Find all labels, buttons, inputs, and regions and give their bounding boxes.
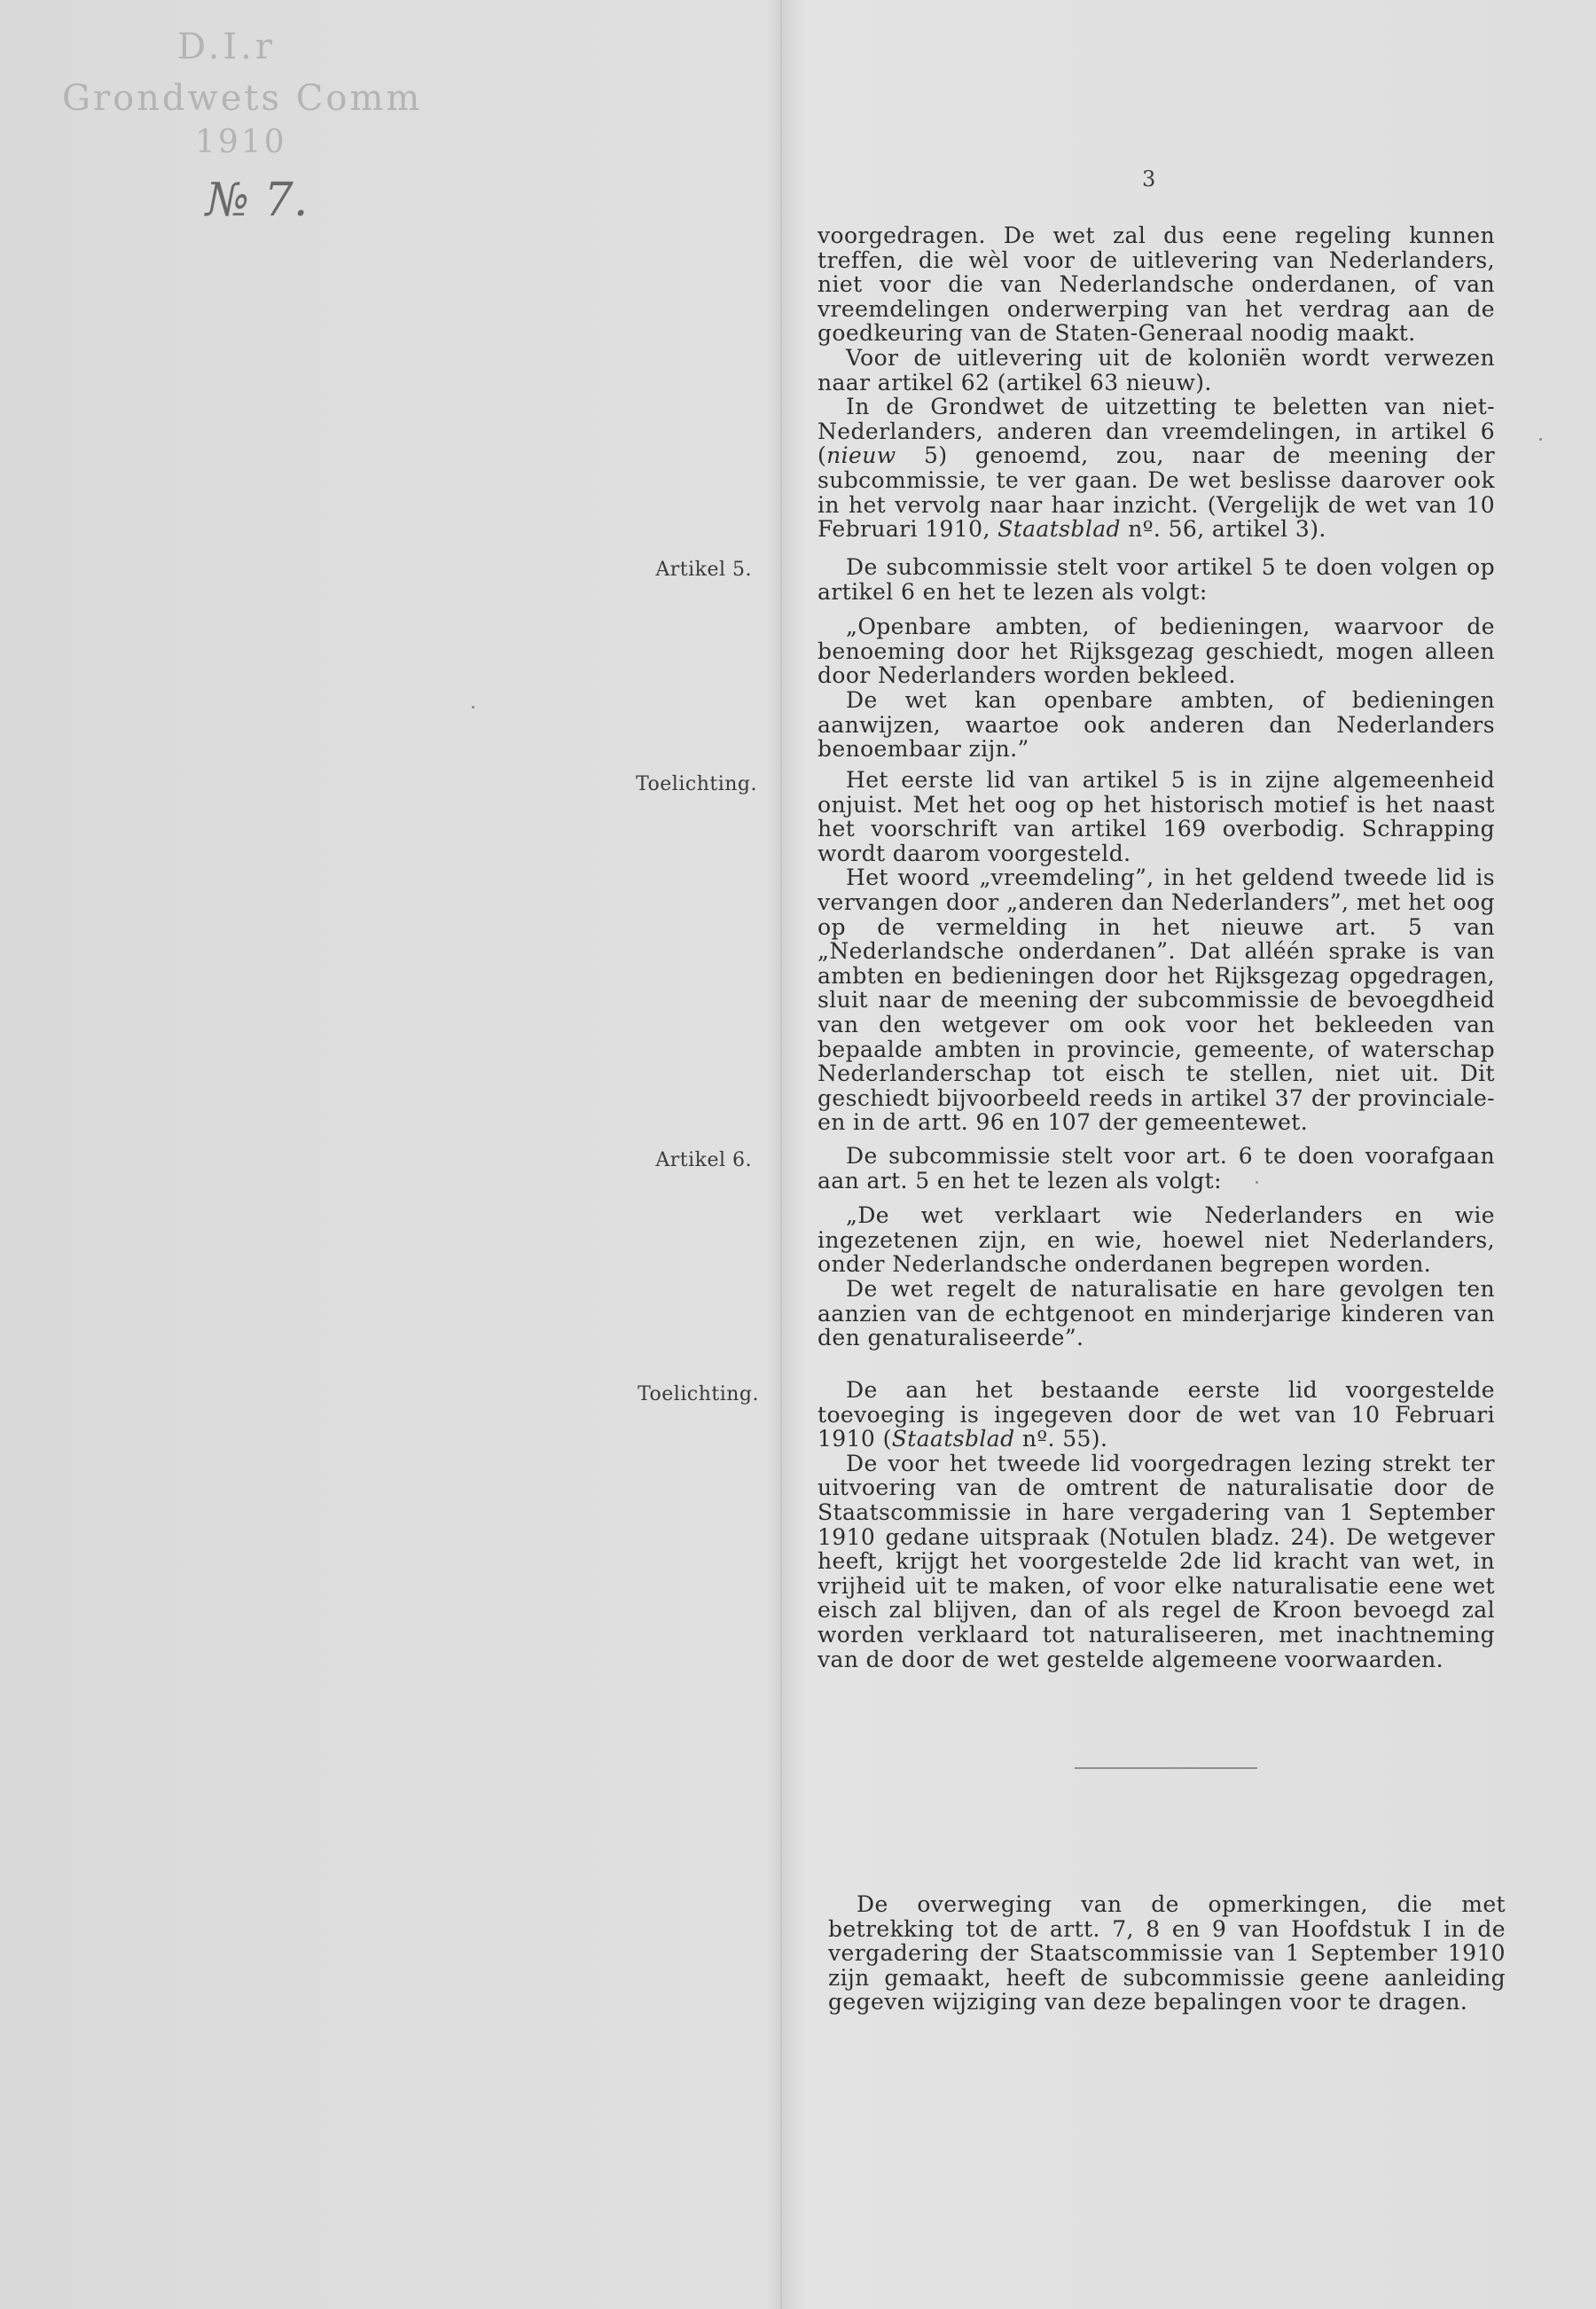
- paragraph: [818, 395, 1495, 542]
- section-divider: [1075, 1767, 1257, 1769]
- scan-speck: [1256, 1181, 1258, 1184]
- margin-label-toelichting: Toelichting.: [638, 1383, 759, 1405]
- stamp-line-3: 1910: [195, 124, 287, 160]
- closing-section: [828, 1892, 1506, 2015]
- paragraph: Voor de uitlevering uit de koloniën wordt verwezen naar artikel 62 (artikel 63 nieuw).: [818, 344, 1495, 395]
- stamp-line-2: Grondwets Comm: [62, 78, 423, 119]
- quote-paragraph: De wet kan openbare ambten, of bedieningen aanwijzen, waartoe ook anderen dan Nederlanders benoembaar zijn.”: [818, 686, 1495, 763]
- page-number: 3: [1142, 167, 1156, 192]
- text-run: nº. 55).: [1014, 1426, 1108, 1452]
- intro-section: [818, 223, 1495, 542]
- text-run: De aan het bestaande eerste lid voorgestelde toevoeging is ingegeven door de wet van 10 Februari 1910 (: [818, 1377, 1495, 1452]
- italic-run: nieuw: [826, 442, 896, 469]
- italic-run: Staatsblad: [891, 1426, 1015, 1452]
- quote-paragraph: De wet regelt de naturalisatie en hare gevolgen ten aanzien van de echtgenoot en minderjarige kinderen van den genaturaliseerde”.: [818, 1275, 1495, 1351]
- toelichting-1-section: [818, 768, 1495, 1135]
- paragraph: De subcommissie stelt voor artikel 5 te doen volgen op artikel 6 en het te lezen als volgt:: [818, 554, 1495, 605]
- page-fold: [780, 0, 782, 2309]
- scan-speck: [472, 706, 474, 708]
- paragraph: Het woord „vreemdeling”, in het geldend tweede lid is vervangen door „anderen dan Nederlanders”, met het oog op de vermelding in het nieuwe art. 5 van „Nederlandsche onderdanen”. Dat alléén sprake is van ambten en bedieningen door het Rijksgezag opgedragen, sluit naar de meening der subcommissie de bevoegdheid van den wetgever om ook voor het bekleeden van bepaalde ambten in provincie, gemeente, of waterschap Nederlanderschap tot eisch te stellen, niet uit. Dit geschiedt bijvoorbeeld reeds in artikel 37 der provinciale- en in de artt. 96 en 107 der gemeentewet.: [818, 865, 1495, 1136]
- quote-paragraph: „De wet verklaart wie Nederlanders en wie ingezetenen zijn, en wie, hoewel niet Nederlanders, onder Nederlandsche onderdanen begrepen worden.: [818, 1202, 1495, 1278]
- paragraph: De overweging van de opmerkingen, die met betrekking tot de artt. 7, 8 en 9 van Hoofdstuk I in de vergadering der Staatscommissie van 1 September 1910 zijn gemaakt, heeft de subcommissie geene aanleiding gegeven wijziging van deze bepalingen voor te dragen.: [828, 1891, 1506, 2015]
- margin-label-toelichting: Toelichting.: [636, 773, 757, 795]
- artikel-5-section: [818, 555, 1495, 762]
- artikel-6-section: [818, 1144, 1495, 1350]
- scan-speck: [1539, 438, 1542, 441]
- handwritten-number: № 7.: [206, 174, 309, 227]
- italic-run: Staatsblad: [998, 516, 1121, 543]
- paragraph: Het eerste lid van artikel 5 is in zijne algemeenheid onjuist. Met het oog op het historisch motief is het naast het voorschrift van artikel 169 overbodig. Schrapping wordt daarom voorgesteld.: [818, 767, 1495, 866]
- quote-paragraph: „Openbare ambten, of bedieningen, waarvoor de benoeming door het Rijksgezag geschiedt, mogen alleen door Nederlanders worden bekleed.: [818, 614, 1495, 689]
- toelichting-2-section: [818, 1378, 1495, 1671]
- paragraph: voorgedragen. De wet zal dus eene regeling kunnen treffen, die wèl voor de uitlevering van Nederlanders, niet voor die van Nederlandsche onderdanen, of van vreemdelingen onderwerping van het verdrag aan de goedkeuring van de Staten-Generaal noodig maakt.: [818, 223, 1495, 347]
- text-run: nº. 56, artikel 3).: [1120, 516, 1326, 543]
- text-run: 5) genoemd, zou, naar de meening der subcommissie, te ver gaan. De wet beslisse daarover ook in het vervolg naar haar inzicht. (Vergelijk de wet van 10 Februari 1910,: [818, 442, 1495, 543]
- stamp-line-1: D.I.r: [177, 27, 276, 67]
- paragraph: De voor het tweede lid voorgedragen lezing strekt ter uitvoering van de omtrent de naturalisatie door de Staatscommissie in hare vergadering van 1 September 1910 gedane uitspraak (Notulen bladz. 24). De wetgever heeft, krijgt het voorgestelde 2de lid kracht van wet, in vrijheid uit te maken, of voor elke naturalisatie eene wet eisch zal blijven, dan of als regel de Kroon bevoegd zal worden verklaard tot naturaliseeren, met inachtneming van de door de wet gestelde algemeene voorwaarden.: [818, 1450, 1495, 1672]
- archive-stamp: [53, 18, 426, 227]
- paragraph: [818, 1378, 1495, 1452]
- margin-label-artikel-5: Artikel 5.: [655, 559, 752, 581]
- margin-label-artikel-6: Artikel 6.: [655, 1149, 752, 1171]
- paragraph: De subcommissie stelt voor art. 6 te doen voorafgaan aan art. 5 en het te lezen als volgt:: [818, 1143, 1495, 1194]
- text-run: In de Grondwet de uitzetting te beletten van niet-Nederlanders, anderen dan vreemdelingen, in artikel 6 (: [818, 394, 1495, 469]
